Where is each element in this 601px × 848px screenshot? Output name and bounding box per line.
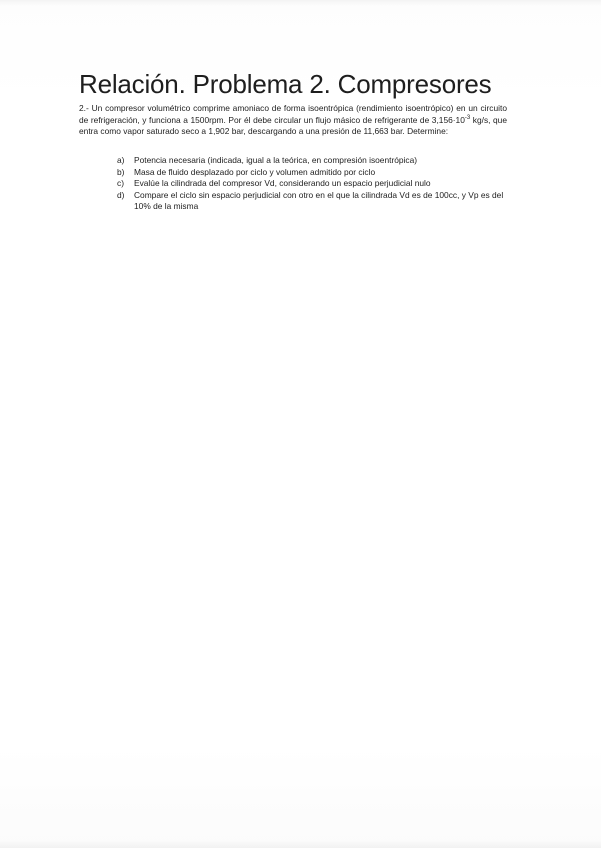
statement-text-part2: kg/s, que entra como vapor saturado seco a 1,902 bar, descargando a una presión de 11,663 bar. Determine: (79, 114, 507, 137)
question-text: Potencia necesaria (indicada, igual a la teórica, en compresión isoentrópica) (134, 155, 418, 165)
problem-statement (79, 103, 507, 138)
question-text: Masa de fluido desplazado por ciclo y volumen admitido por ciclo (134, 166, 376, 177)
scan-shadow-bottom (0, 840, 601, 848)
question-marker: c) (117, 178, 124, 189)
scan-shadow-top (0, 0, 601, 6)
question-text: Compare el ciclo sin espacio perjudicial con otro en el que la cilindrada Vd es de 100cc, y Vp es del 10% de la misma (134, 189, 504, 212)
statement-exponent: -3 (464, 114, 471, 121)
question-item-c (117, 178, 509, 190)
question-marker: b) (117, 166, 125, 177)
question-text: Evalúe la cilindrada del compresor Vd, considerando un espacio perjudicial nulo (134, 178, 431, 189)
question-item-b (117, 167, 509, 179)
question-marker: a) (117, 155, 125, 165)
question-list (117, 155, 509, 213)
statement-text-part1: 2.- Un compresor volumétrico comprime amoniaco de forma isoentrópica (rendimiento isoentrópico) en un circuito de refrigeración, y funciona a 1500rpm. Por él debe circular un flujo másico de refrigerante de 3,156·10 (79, 103, 507, 125)
question-item-d (117, 190, 509, 213)
question-item-a (117, 155, 509, 167)
question-marker: d) (117, 189, 125, 200)
page-title: Relación. Problema 2. Compresores (79, 69, 492, 99)
